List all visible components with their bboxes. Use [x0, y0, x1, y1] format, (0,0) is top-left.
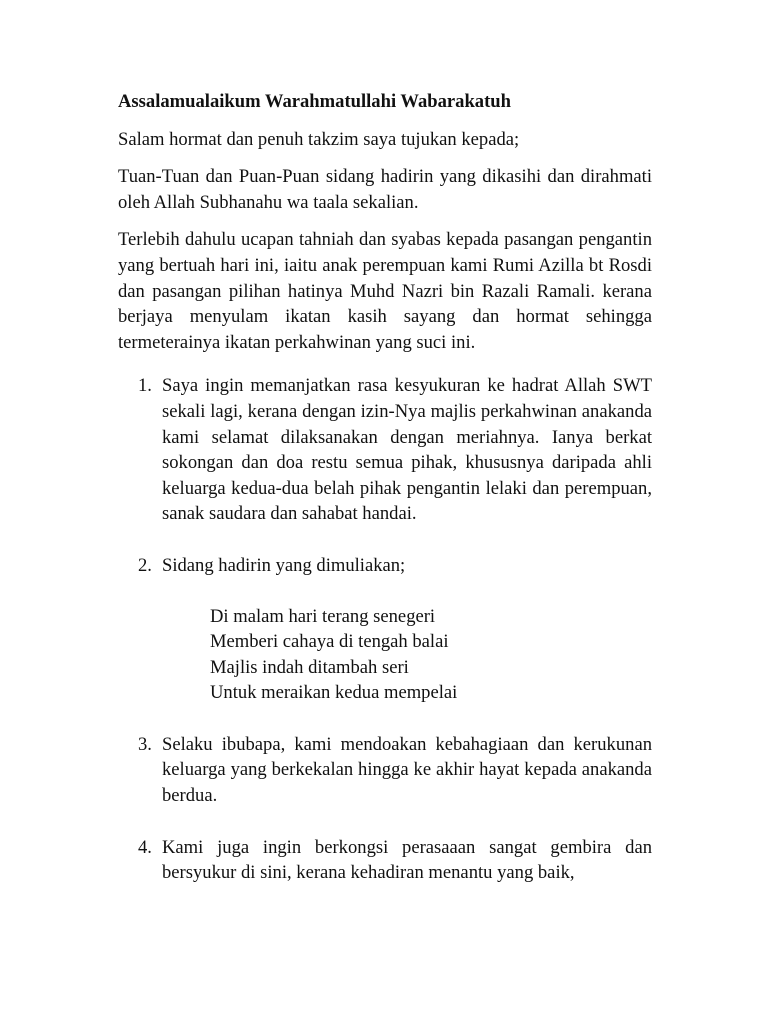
- list-item-text: Kami juga ingin berkongsi perasaaan sangat gembira dan bersyukur di sini, kerana kehadiran menantu yang baik,: [162, 836, 652, 884]
- poem-line: Untuk meraikan kedua mempelai: [210, 682, 458, 704]
- list-item-4: [118, 835, 652, 886]
- list-item-text: Selaku ibubapa, kami mendoakan kebahagiaan dan kerukunan keluarga yang berkekalan hingga ke akhir hayat kepada anakanda berdua.: [162, 733, 652, 807]
- paragraph-salutation: Salam hormat dan penuh takzim saya tujukan kepada;: [118, 128, 520, 150]
- list-item-1: [118, 373, 652, 527]
- list-item-text: Saya ingin memanjatkan rasa kesyukuran ke hadrat Allah SWT sekali lagi, kerana dengan izin-Nya majlis perkahwinan anakanda kami selamat dilaksanakan dengan meriahnya. Ianya berkat sokongan dan doa restu semua pihak, khususnya daripada ahli keluarga kedua-dua belah pihak pengantin lelaki dan perempuan, sanak saudara dan sahabat handai.: [162, 375, 652, 525]
- poem-line: Di malam hari terang senegeri: [210, 605, 436, 627]
- poem-line: Memberi cahaya di tengah balai: [210, 631, 449, 653]
- list-item-text: Sidang hadirin yang dimuliakan;: [162, 554, 406, 576]
- list-number: 3.: [138, 733, 152, 755]
- list-number: 1.: [138, 375, 152, 397]
- list-number: 2.: [138, 554, 152, 576]
- greeting-heading: Assalamualaikum Warahmatullahi Wabarakatuh: [118, 91, 511, 112]
- list-number: 4.: [138, 836, 152, 858]
- poem-line: Majlis indah ditambah seri: [210, 656, 409, 678]
- pantun-verse: [162, 604, 652, 706]
- paragraph-congratulations: Terlebih dahulu ucapan tahniah dan syabas kepada pasangan pengantin yang bertuah hari ini, iaitu anak perempuan kami Rumi Azilla bt Rosdi dan pasangan pilihan hatinya Muhd Nazri bin Razali Ramali. kerana berjaya menyulam ikatan kasih sayang dan hormat sehingga termeterainya ikatan perkahwinan yang suci ini.: [118, 229, 652, 353]
- list-item-2: [118, 553, 652, 706]
- document-body: [118, 89, 652, 912]
- numbered-list: [118, 373, 652, 886]
- list-item-3: [118, 732, 652, 809]
- paragraph-audience: Tuan-Tuan dan Puan-Puan sidang hadirin yang dikasihi dan dirahmati oleh Allah Subhanahu wa taala sekalian.: [118, 166, 652, 213]
